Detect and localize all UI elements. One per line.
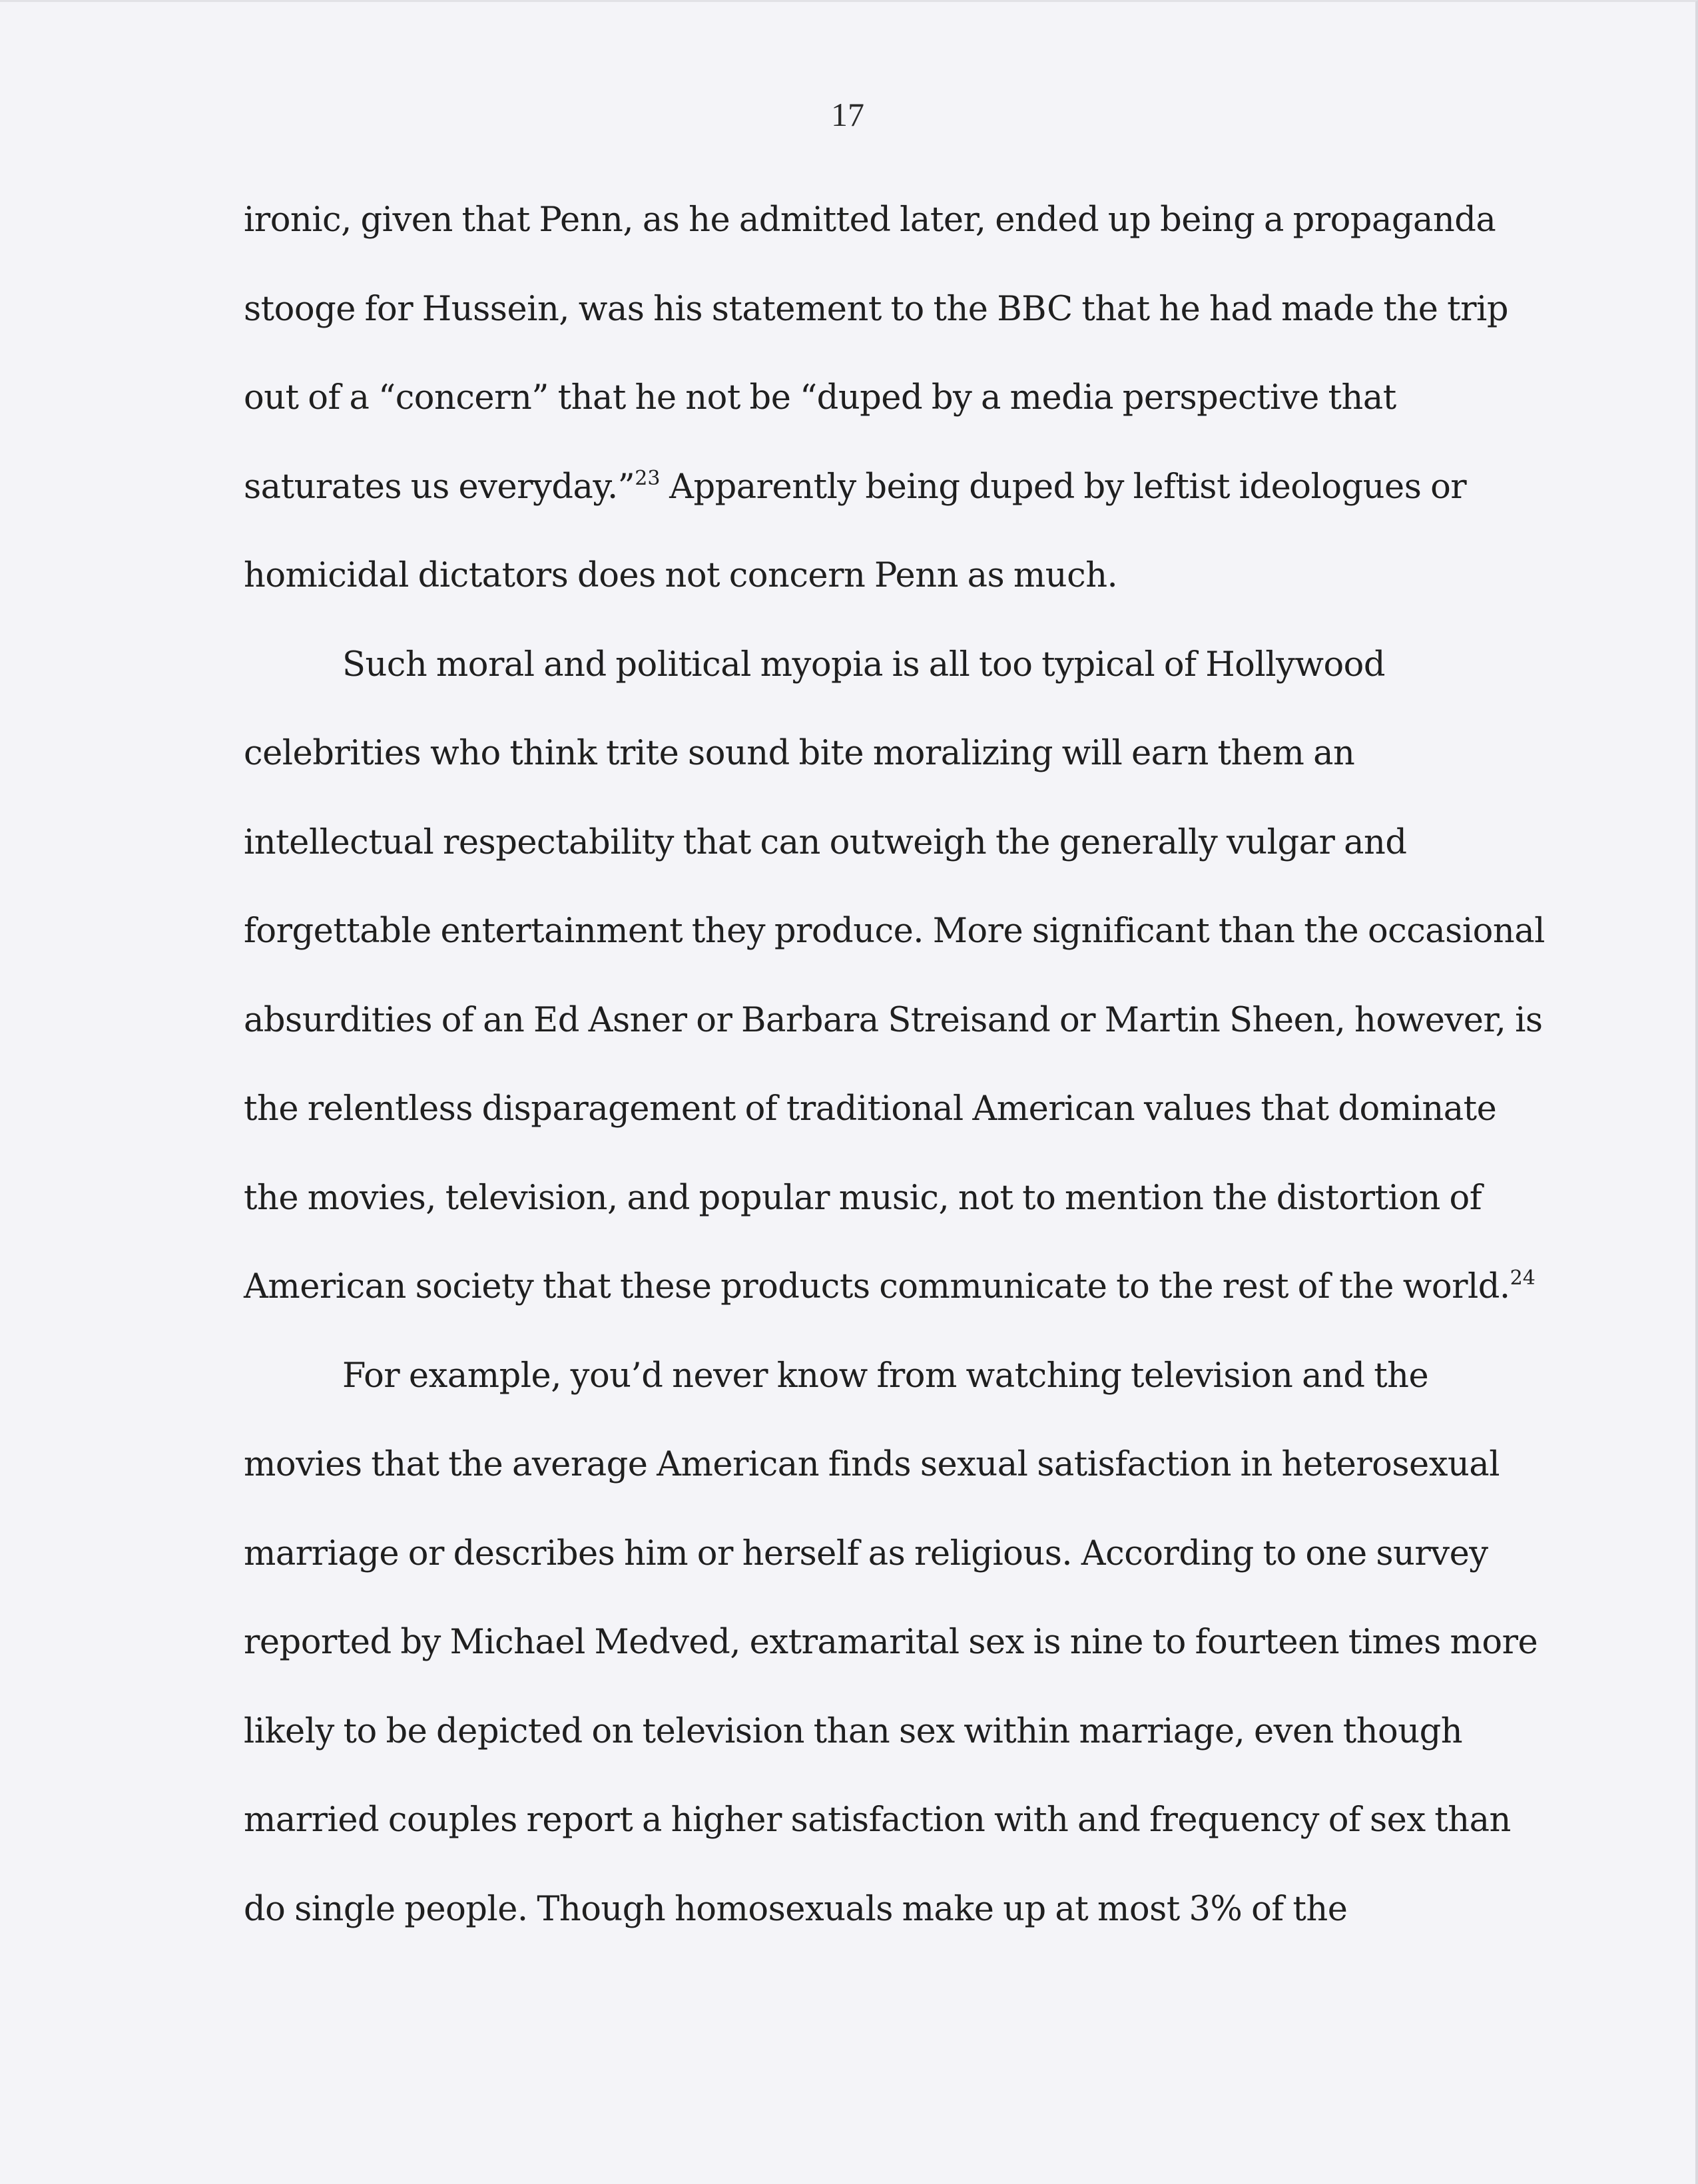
text-line [244, 1795, 1602, 1884]
text-line [244, 995, 1602, 1085]
line-text: Such moral and political myopia is all too typical of Hollywood [342, 645, 1386, 684]
line-text: For example, you’d never know from watching television and the [342, 1356, 1429, 1396]
line-text: celebrities who think trite sound bite moralizing will earn them an [244, 734, 1355, 773]
text-line [244, 818, 1602, 907]
footnote-ref-24: 24 [1510, 1266, 1536, 1290]
line-text: marriage or describes him or herself as religious. According to one survey [244, 1533, 1488, 1573]
text-line [244, 1707, 1602, 1796]
line-text: out of a “concern” that he not be “duped by a media perspective that [244, 378, 1396, 417]
text-line [244, 1084, 1602, 1173]
text-line [244, 284, 1602, 374]
line-text: likely to be depicted on television than sex within marriage, even though [244, 1711, 1463, 1751]
line-text: absurdities of an Ed Asner or Barbara Streisand or Martin Sheen, however, is [244, 1000, 1543, 1040]
text-line [244, 1440, 1602, 1529]
line-text: ironic, given that Penn, as he admitted later, ended up being a propaganda [244, 200, 1496, 240]
text-line [244, 1884, 1602, 1974]
line-text: reported by Michael Medved, extramarital sex is nine to fourteen times more [244, 1623, 1538, 1662]
line-text: American society that these products communicate to the rest of the world. [244, 1267, 1510, 1306]
body-text [244, 195, 1602, 1973]
text-line [244, 728, 1602, 818]
text-line [244, 1262, 1602, 1351]
text-line [244, 906, 1602, 995]
line-text: movies that the average American finds sexual satisfaction in heterosexual [244, 1445, 1500, 1484]
line-text: the movies, television, and popular music, not to mention the distortion of [244, 1178, 1482, 1218]
line-text: forgettable entertainment they produce. More significant than the occasional [244, 912, 1545, 951]
text-line [244, 373, 1602, 462]
line-text: do single people. Though homosexuals make up at most 3% of the [244, 1889, 1348, 1929]
text-line [244, 1617, 1602, 1707]
line-text: homicidal dictators does not concern Penn as much. [244, 556, 1118, 595]
line-text: saturates us everyday.” [244, 467, 635, 507]
line-text: stooge for Hussein, was his statement to the BBC that he had made the trip [244, 289, 1508, 329]
text-line [244, 195, 1602, 284]
line-text: the relentless disparagement of traditional American values that dominate [244, 1089, 1497, 1129]
page-number: 17 [831, 96, 864, 133]
text-line [244, 1529, 1602, 1618]
line-text: Apparently being duped by leftist ideologues or [660, 467, 1467, 507]
footnote-ref-23: 23 [635, 466, 661, 490]
line-text: intellectual respectability that can outweigh the generally vulgar and [244, 822, 1407, 862]
paragraph-first-line [244, 1351, 1602, 1440]
text-line [244, 462, 1602, 551]
line-text: married couples report a higher satisfaction with and frequency of sex than [244, 1800, 1511, 1840]
text-line [244, 551, 1602, 640]
paragraph-first-line [244, 640, 1602, 729]
text-line [244, 1173, 1602, 1262]
